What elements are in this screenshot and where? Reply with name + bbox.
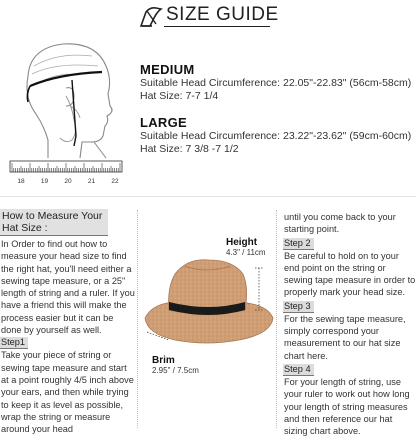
height-label-block: [226, 237, 266, 257]
measure-heading-line2: Hat Size :: [2, 222, 48, 234]
measure-heading: [0, 209, 108, 236]
brim-value: 2.95" / 7.5cm: [152, 366, 199, 375]
step1-label: Step1: [0, 337, 28, 349]
step3-label: Step 3: [283, 301, 314, 313]
step3-paragraph: For the sewing tape measure, simply correspond your measurement to our hat size chart here.: [284, 313, 406, 361]
step2-label: Step 2: [283, 238, 314, 250]
size-large-block: [140, 116, 416, 156]
ruler-label: 19: [40, 178, 49, 185]
brim-label: Brim: [152, 355, 175, 366]
ruler-label: 22: [111, 178, 119, 185]
size-guide-title: SIZE GUIDE: [166, 4, 279, 25]
column-divider-right: [276, 210, 277, 428]
measure-heading-line1: How to Measure Your: [2, 210, 103, 222]
height-value: 4.3" / 11cm: [226, 248, 266, 257]
height-label: Height: [226, 237, 258, 248]
instructions-left-column: [0, 209, 136, 435]
size-large-circumference: Suitable Head Circumference: 23.22"-23.62" (59cm-60cm): [140, 130, 412, 142]
intro-paragraph: In Order to find out how to measure your head size to find the right hat, you'll need either a sewing tape measure, or a 25" length of string and a ruler. If you have a friend this will make the process easier but it can be done by yourself as well.: [1, 239, 135, 336]
step2-paragraph: Be careful to hold on to your end point on the string or sewing tape measure in order to properly mark your head size.: [284, 250, 416, 298]
hat-dimensions-area: [139, 210, 275, 428]
step1-continued: until you come back to your starting point.: [284, 212, 396, 235]
title-underline: [164, 26, 270, 27]
ruler-graphic: [8, 160, 126, 190]
step4-label: Step 4: [283, 364, 314, 376]
size-name-medium: MEDIUM: [140, 62, 195, 77]
section-divider: [0, 196, 416, 197]
brim-label-block: [152, 355, 199, 375]
column-divider-left: [137, 210, 138, 428]
step4-paragraph: For your length of string, use your ruler to work out how long your length of string measures and then reference our hat sizing chart above.: [284, 376, 410, 437]
step1-paragraph: Take your piece of string or sewing tape measure and start at a point roughly 4/5 inch above your ears, and then while trying to keep it as level as possible, wrap the string or measure around your head: [1, 350, 134, 435]
instructions-right-column: [283, 211, 416, 437]
hat-logo-icon: [138, 4, 164, 30]
size-medium-circumference: Suitable Head Circumference: 22.05"-22.83" (56cm-58cm): [140, 77, 412, 89]
measuring-ruler: [8, 160, 126, 190]
ruler-label: 21: [87, 178, 96, 185]
size-medium-block: [140, 63, 416, 103]
size-guide-header: [0, 0, 416, 34]
ruler-label: 20: [64, 178, 72, 185]
size-medium-hat-size: Hat Size: 7-7 1/4: [140, 90, 219, 102]
size-name-large: LARGE: [140, 115, 187, 130]
size-large-hat-size: Hat Size: 7 3/8 -7 1/2: [140, 143, 239, 155]
head-measurement-diagram: [8, 36, 126, 160]
ruler-label: 18: [17, 178, 25, 185]
